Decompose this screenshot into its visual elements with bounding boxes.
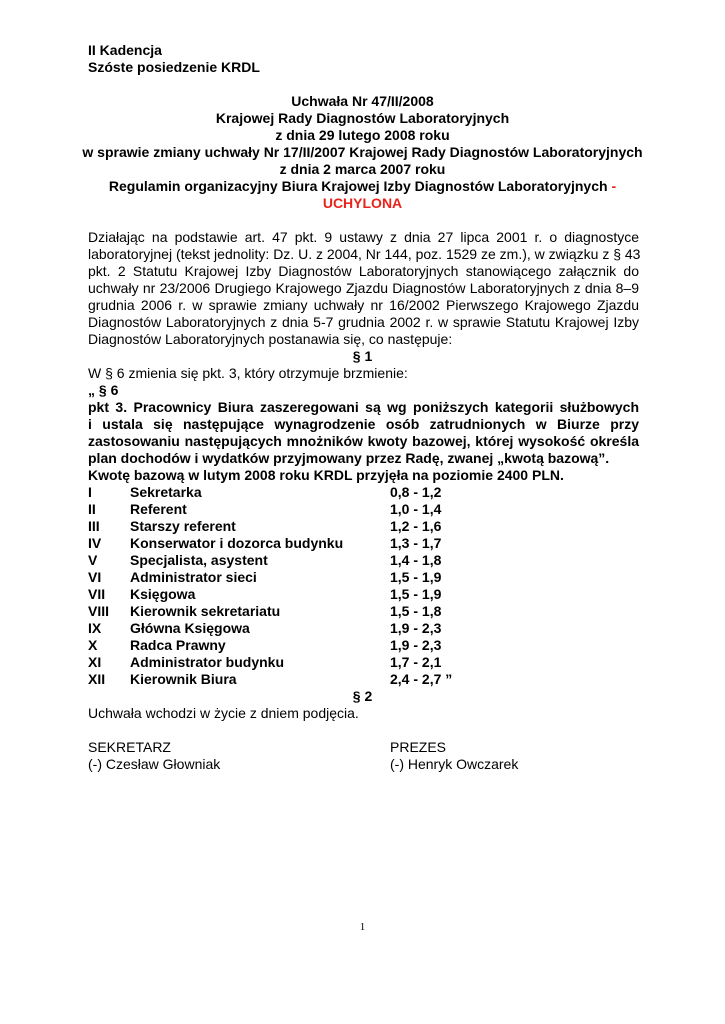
resolution-issuer: Krajowej Rady Diagnostów Laboratoryjnych: [215, 110, 510, 126]
president-name: (-) Henryk Owczarek: [390, 756, 519, 772]
page-number: 1: [359, 921, 366, 933]
resolution-subject-date: z dnia 2 marca 2007 roku: [279, 161, 446, 177]
section-1-intro: W § 6 zmienia się pkt. 3, który otrzymuje brzmienie:: [88, 365, 408, 381]
pkt3-line: i ustala się następujące wynagrodzenie osób zatrudnionych w Biurze przy: [88, 416, 639, 432]
regulation-title: Regulamin organizacyjny Biura Krajowej Izby Diagnostów Laboratoryjnych -: [108, 178, 617, 194]
preamble-line: pkt. 2 Statutu Krajowej Izby Diagnostów Laboratoryjnych stanowiącego załącznik do: [88, 263, 639, 279]
document-page: II Kadencja Szóste posiedzenie KRDL Uchwała Nr 47/II/2008 Krajowej Rady Diagnostów Laboratoryjnych z dnia 29 lutego 2008 roku w sprawie zmiany uchwały Nr 17/II/2007 Krajowej Rady Diagnostów Laboratoryjnych z dnia 2 marca 2007 roku Regulamin organizacyjny Biura Krajowej Izby Diagnostów Laboratoryjnych - UCHYLONA Działając na podstawie art. 47 pkt. 9 ustawy z dnia 27 lipca 2001 r. o diagnostyce laboratoryjnej (tekst jednolity: Dz. U. z 2004, Nr 144, poz. 1529 ze zm.), w związku z § 43 pkt. 2 Statutu Krajowej Izby Diagnostów Laboratoryjnych stanowiącego załącznik do uchwały nr 23/2006 Drugiego Krajowego Zjazdu Diagnostów Laboratoryjnych z dnia 8–9 grudnia 2006 r. w sprawie zmiany uchwały nr 16/2002 Pierwszego Krajowego Zjazdu Diagnostów Laboratoryjnych z dnia 5-7 grudnia 2002 r. w sprawie Statutu Krajowej Izby Diagnostów Laboratoryjnych postanawia się, co następuje: § 1 W § 6 zmienia się pkt. 3, który otrzymuje brzmienie: „ § 6 pkt 3. Pracownicy Biura zaszeregowani są wg poniższych kategorii służbowych i ustala się następujące wynagrodzenie osób zatrudnionych w Biurze przy zastosowaniu następujących mnożników kwoty bazowej, której wysokość określa plan dochodów i wydatków przyjmowany przez Radę, zwanej „kwotą bazową”. Kwotę bazową w lutym 2008 roku KRDL przyjęła na poziomie 2400 PLN. I Sekretarka 0,8 - 1,2 II Referent 1,0 - 1,4 III Starszy referent 1,2 - 1,6 IV Konserwator i dozorca budynku 1,3 - 1,7 V Specjalista, asystent 1,4 - 1,8 VI Administrator sieci 1,5 - 1,9 VII Księgowa 1,5 - 1,9 VIII Kierownik sekretariatu 1,5 - 1,8 IX Główna Księgowa 1,9 - 2,3 X Radca Prawny 1,9 - 2,3 XI Administrator budynku 1,7 - 2,1 XII Kierownik Biura 2,4 - 2,7 ” § 2 Uchwała wchodzi w życie z dniem podjęcia. SEKRETARZ (-) Czesław Głowniak PREZES (-) Henryk Owczarek 1: [0, 0, 725, 1024]
preamble-paragraph: [88, 229, 639, 348]
president-role: PREZES: [390, 739, 447, 755]
preamble-line: uchwały nr 23/2006 Drugiego Krajowego Zjazdu Diagnostów Laboratoryjnych z dnia 8–9: [88, 280, 639, 296]
secretary-name: (-) Czesław Głowniak: [88, 756, 221, 772]
posiedzenie-label: Szóste posiedzenie KRDL: [88, 59, 260, 75]
pkt3-paragraph: [88, 399, 639, 467]
secretary-role: SEKRETARZ: [88, 739, 171, 755]
section-1-heading: § 1: [352, 348, 373, 364]
status-badge: UCHYLONA: [322, 195, 403, 211]
resolution-number: Uchwała Nr 47/II/2008: [291, 93, 434, 109]
base-amount-text: Kwotę bazową w lutym 2008 roku KRDL przyjęła na poziomie 2400 PLN.: [88, 467, 564, 483]
section-2-text: Uchwała wchodzi w życie z dniem podjęcia.: [88, 705, 359, 721]
preamble-line: Diagnostów Laboratoryjnych postanawia się, co następuje:: [88, 331, 453, 347]
resolution-subject: w sprawie zmiany uchwały Nr 17/II/2007 Krajowej Rady Diagnostów Laboratoryjnych: [82, 144, 643, 160]
kadencja-label: II Kadencja: [88, 42, 162, 58]
preamble-line: Diagnostów Laboratoryjnych z dnia 5-7 grudnia 2002 r. w sprawie Statutu Krajowej Izby: [88, 314, 639, 330]
title-dash: -: [611, 178, 617, 194]
resolution-date: z dnia 29 lutego 2008 roku: [275, 127, 450, 143]
pkt3-line: zastosowaniu następujących mnożników kwoty bazowej, której wysokość określa: [88, 433, 639, 449]
preamble-line: laboratoryjnej (tekst jednolity: Dz. U. z 2004, Nr 144, poz. 1529 ze zm.), w związku z § 43: [88, 246, 641, 262]
quoted-section-heading: „ § 6: [88, 382, 119, 398]
section-2-heading: § 2: [352, 688, 373, 704]
pkt3-line: plan dochodów i wydatków przyjmowany przez Radę, zwanej „kwotą bazową”.: [88, 450, 610, 466]
pkt3-line: pkt 3. Pracownicy Biura zaszeregowani są wg poniższych kategorii służbowych: [88, 399, 639, 415]
preamble-line: Działając na podstawie art. 47 pkt. 9 ustawy z dnia 27 lipca 2001 r. o diagnostyce: [88, 229, 639, 245]
preamble-line: grudnia 2006 r. w sprawie zmiany uchwały nr 16/2002 Pierwszego Krajowego Zjazdu: [88, 297, 639, 313]
